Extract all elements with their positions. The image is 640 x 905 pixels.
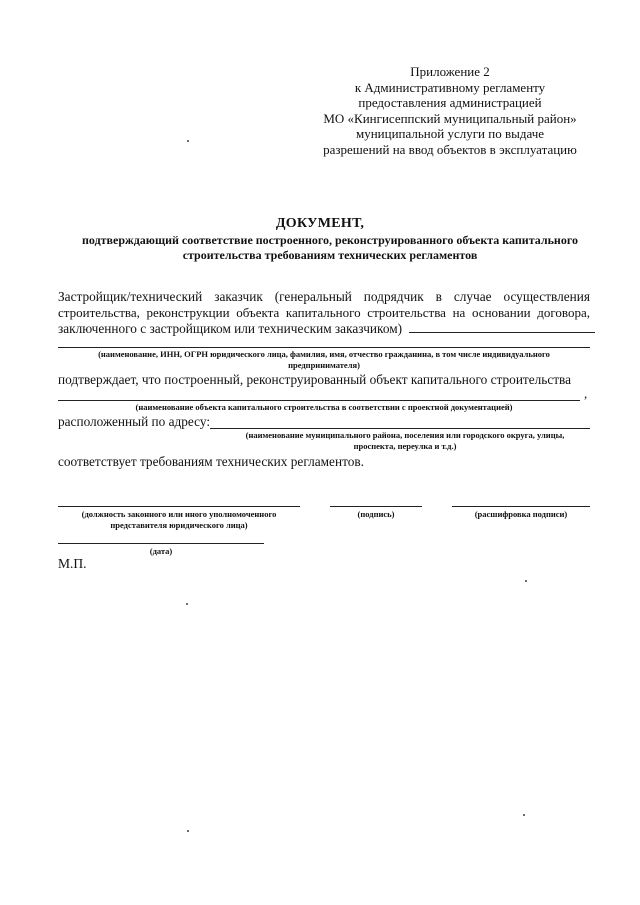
appendix-line-1: Приложение 2	[410, 64, 490, 79]
address-caption-line-2: проспекта, переулка и т.д.)	[353, 440, 457, 451]
scan-speck	[525, 580, 527, 582]
developer-name-line[interactable]	[58, 347, 590, 348]
appendix-line-5: муниципальной услуги по выдаче	[355, 126, 545, 141]
developer-caption-line-1: (наименование, ИНН, ОГРН юридического лица, фамилия, имя, отчество гражданина, в том числе индивидуального	[98, 349, 550, 359]
appendix-line-3: предоставления администрацией	[358, 95, 542, 110]
position-caption-line-1: (должность законного или иного уполномоченного	[81, 509, 277, 519]
developer-line-1: Застройщик/технический заказчик (генеральный подрядчик в случае осуществления	[58, 289, 590, 304]
developer-line-3-text: заключенного с застройщиком или техническим заказчиком)	[58, 321, 403, 336]
appendix-line-2: к Административному регламенту	[354, 79, 546, 95]
conformity-text: соответствует требованиям технических регламентов.	[58, 454, 364, 469]
date-line[interactable]	[58, 543, 264, 544]
appendix-header	[300, 64, 600, 157]
document-subtitle-line-1: подтверждающий соответствие построенного, реконструированного объекта капитального	[82, 233, 578, 247]
object-caption: (наименование объекта капитального строительства в соответствии с проектной документацией)	[135, 402, 513, 412]
object-comma: ,	[584, 386, 588, 401]
appendix-line-4: МО «Кингисеппский муниципальный район»	[323, 110, 577, 126]
developer-caption-line-2: предпринимателя)	[288, 359, 360, 370]
date-caption: (дата)	[149, 546, 173, 556]
position-line[interactable]	[58, 506, 300, 507]
address-caption-line-1: (наименование муниципального района, поселения или городского округа, улицы,	[245, 430, 565, 440]
developer-fill-line[interactable]	[409, 321, 595, 333]
scan-speck	[187, 140, 189, 142]
document-subtitle	[40, 233, 620, 263]
confirms-text: подтверждает, что построенный, реконструированный объект капитального строительства	[58, 372, 572, 387]
document-title: ДОКУМЕНТ,	[275, 216, 365, 231]
address-line[interactable]	[210, 428, 590, 429]
decoding-caption: (расшифровка подписи)	[474, 509, 568, 519]
appendix-line-6: разрешений на ввод объектов в эксплуатацию	[323, 141, 577, 157]
developer-line-3	[58, 321, 590, 337]
address-caption	[210, 430, 600, 451]
scan-speck	[523, 814, 525, 816]
object-name-line[interactable]	[58, 400, 580, 401]
developer-caption	[58, 349, 590, 370]
document-subtitle-line-2: строительства требованиям технических регламентов	[182, 248, 478, 262]
developer-line-2: строительства, реконструкции объекта капитального строительства на основании договора,	[58, 305, 590, 320]
scan-speck	[186, 603, 188, 605]
address-label: расположенный по адресу:	[58, 414, 211, 429]
stamp-label: М.П.	[58, 556, 87, 571]
position-caption-line-2: представителя юридического лица)	[110, 519, 248, 530]
position-caption	[58, 509, 300, 530]
signature-line[interactable]	[330, 506, 422, 507]
scan-speck	[187, 830, 189, 832]
decoding-line[interactable]	[452, 506, 590, 507]
signature-caption: (подпись)	[357, 509, 395, 519]
